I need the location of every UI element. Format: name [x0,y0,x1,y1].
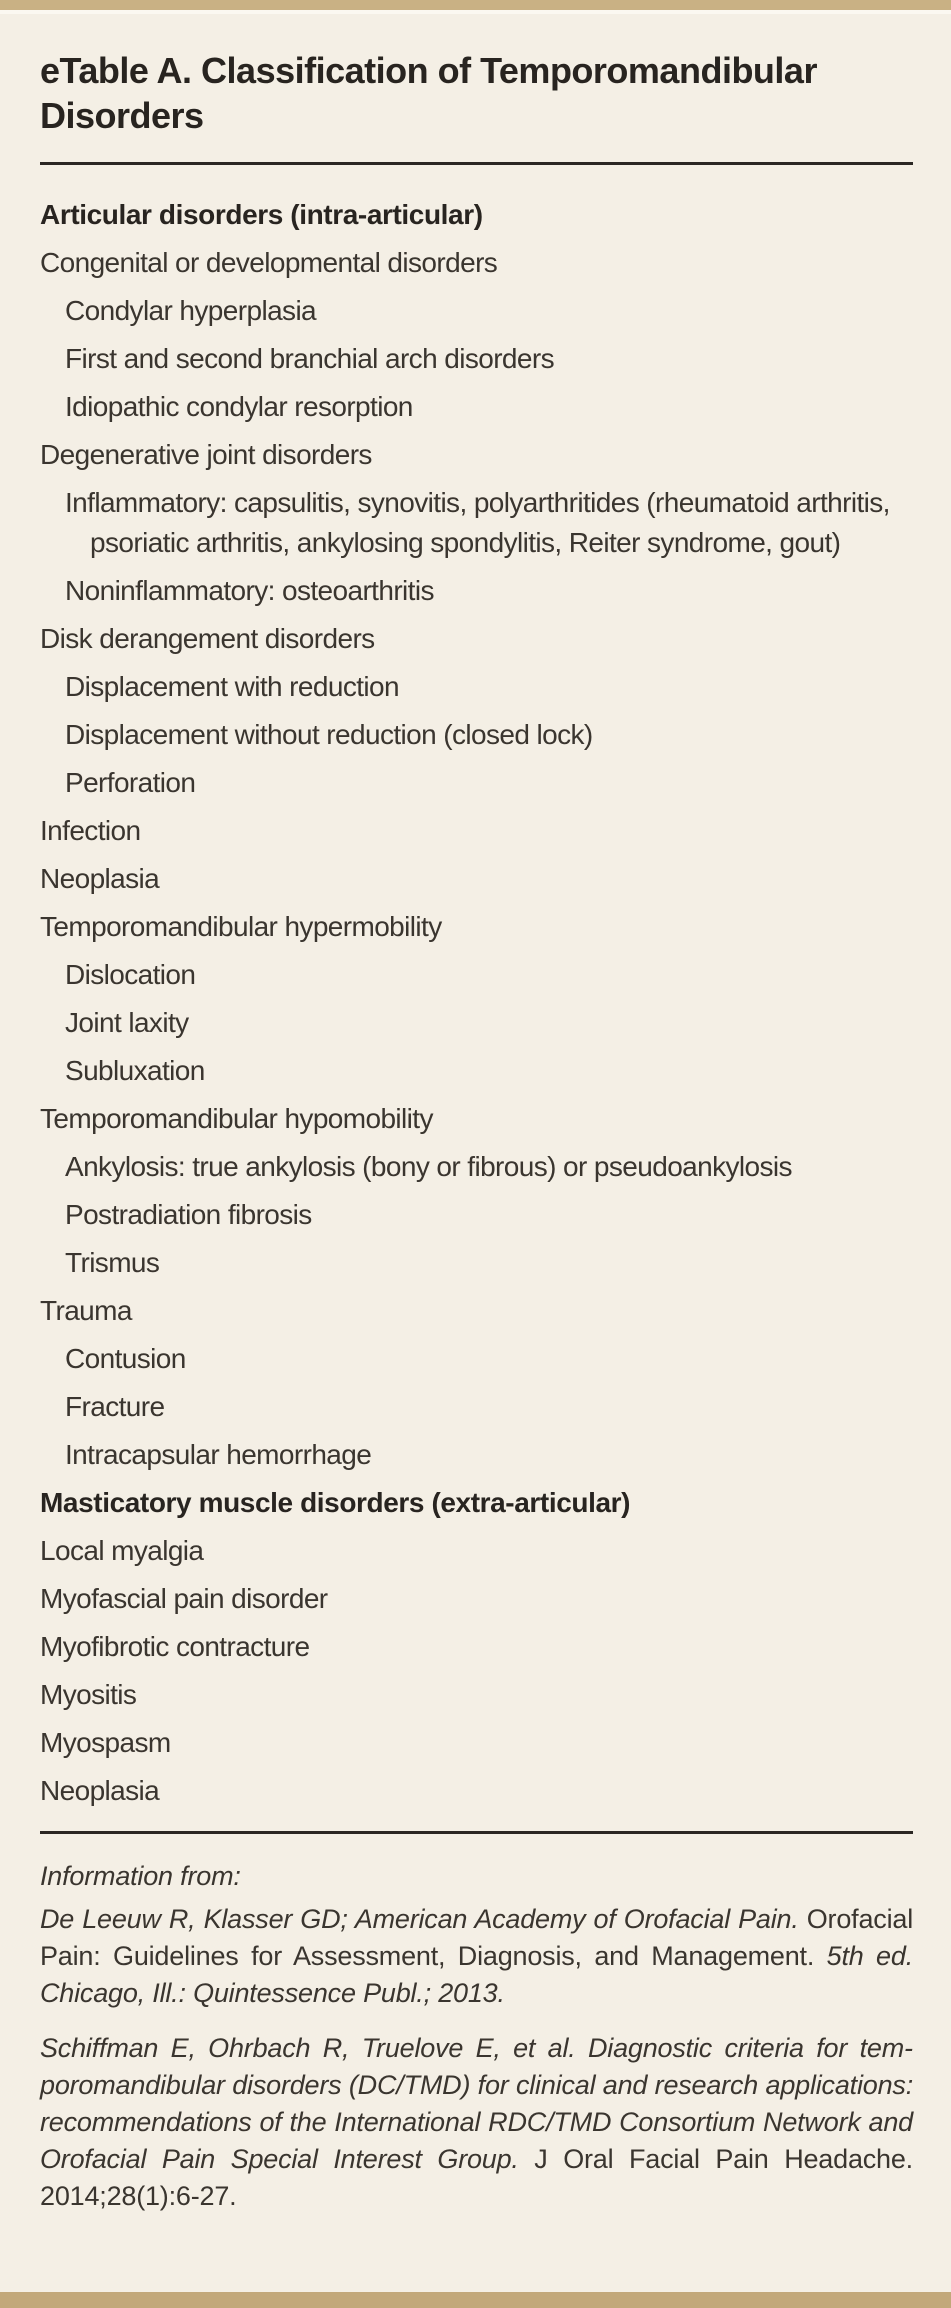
list-item: Displacement without reduction (closed lock) [65,719,593,750]
reference-1 [40,1901,913,2012]
list-item: Intracapsular hemorrhage [65,1439,372,1470]
table-title: eTable A. Classification of Temporomandibular Disorders [40,50,817,136]
reference-segment: J Oral Facial Pain Headache. 2014;28(1):6-27. [40,2144,913,2211]
list-item: Joint laxity [65,1007,189,1038]
list-item: Trauma [40,1295,132,1326]
list-item: Inflammatory: capsulitis, synovitis, polyarthritides (rheumatoid arthritis, psoriatic arthritis, ankylosing spondylitis, Reiter syndrome, gout) [65,487,890,558]
section-header: Articular disorders (intra-articular) [40,199,483,230]
bottom-border-bar [0,2292,951,2308]
list-item: Congenital or developmental disorders [40,247,498,278]
list-item: Neoplasia [40,1775,160,1806]
list-item: Myofascial pain disorder [40,1583,328,1614]
list-item: Temporomandibular hypermobility [40,911,442,942]
list-item: Perforation [65,767,196,798]
list-item: Idiopathic condylar resorption [65,391,413,422]
classification-list [40,195,913,1811]
list-item: Infection [40,815,141,846]
list-item: Subluxation [65,1055,205,1086]
footnotes [40,1858,913,2215]
list-item: Myospasm [40,1727,171,1758]
reference-segment: Orofacial Pain: Guidelines for Assessment, Diagnosis, and Management. [40,1904,913,1971]
section-header: Masticatory muscle disorders (extra-articular) [40,1487,631,1518]
list-item: Myofibrotic contracture [40,1631,310,1662]
list-item: Fracture [65,1391,165,1422]
information-from-label: Information from: [40,1861,241,1891]
reference-segment: 5th ed. Chicago, Ill.: Quintessence Publ.; 2013. [40,1941,913,2008]
list-item: Displacement with reduction [65,671,399,702]
list-item: Dislocation [65,959,196,990]
list-item: First and second branchial arch disorders [65,343,554,374]
title-divider-rule [40,162,913,165]
list-item: Neoplasia [40,863,160,894]
list-item: Temporomandibular hypomobility [40,1103,433,1134]
reference-segment: Schiffman E, Ohrbach R, Truelove E, et al. Diagnostic criteria for temporomandibular disorders (DC/TMD) for clinical and research applications: recommendations of the International RDC/TMD Consortium Network and Orofacial Pain Special Interest Group. [40,2033,913,2174]
reference-segment: De Leeuw R, Klasser GD; American Academy of Orofacial Pain. [40,1904,799,1934]
list-item: Trismus [65,1247,160,1278]
information-from-line [40,1858,913,1895]
footnote-divider-rule [40,1831,913,1834]
list-item: Disk derangement disorders [40,623,375,654]
list-item: Condylar hyperplasia [65,295,317,326]
list-item: Contusion [65,1343,186,1374]
reference-2 [40,2030,913,2215]
list-item: Degenerative joint disorders [40,439,372,470]
top-border-bar [0,0,951,14]
list-item: Postradiation fibrosis [65,1199,312,1230]
list-item: Ankylosis: true ankylosis (bony or fibrous) or pseudoankylosis [65,1151,792,1182]
list-item: Noninflammatory: osteoarthritis [65,575,434,606]
list-item: Myositis [40,1679,137,1710]
list-item: Local myalgia [40,1535,204,1566]
